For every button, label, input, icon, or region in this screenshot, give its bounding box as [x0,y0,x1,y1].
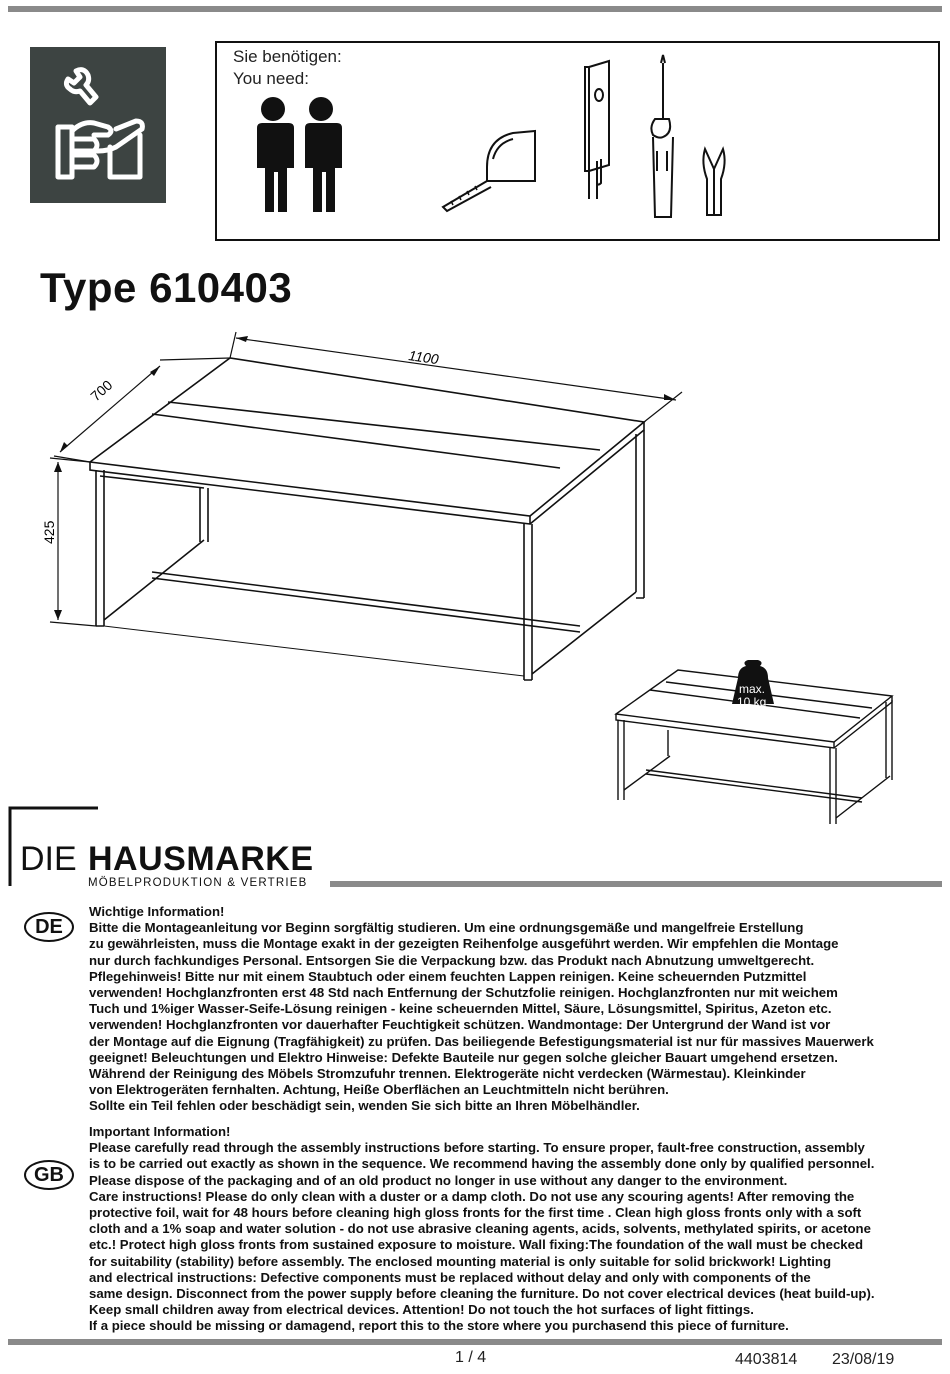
info-line-gb: for suitability (stability) before assembly. The enclosed mounting material is only suitable for solid brickwork! Lighting [89,1253,832,1269]
info-line-gb: same design. Disconnect from the power supply before cleaning the furniture. Do not cover electrical devices (heat build-up). [89,1286,875,1302]
weight-icon [732,660,774,709]
info-line-gb: Care instructions! Please do only clean with a duster or a damp cloth. Do not use any scouring agents! After removing the [89,1188,855,1204]
screwdriver-icon [651,55,724,217]
top-rule [8,6,942,12]
info-line-de: verwenden! Hochglanzfronten erst 48 Std nach Entfernung der Schutzfolie reinigen. Hochglanzfronten nur mit weichem [89,985,838,1001]
page-title: Type 610403 [40,264,293,311]
assembly-hand-wrench-icon [30,47,166,203]
info-line-de: Pflegehinweis! Bitte nur mit einem Staubtuch oder einem feuchten Lappen reinigen. Keine scheuernden Putzmittel [89,968,807,984]
depth-dimension-line [60,366,160,452]
info-block-de [89,904,874,1115]
info-line-de: geeignet! Beleuchtungen und Elektro Hinweise: Defekte Bauteile nur gegen solche gleicher Bauart umgehend ersetzen. [89,1049,838,1065]
language-badge-de: DE [24,912,74,942]
info-line-gb: Please carefully read through the assembly instructions before starting. To ensure proper, fault-free construction, assembly [89,1140,865,1156]
info-line-gb: and electrical instructions: Defective components must be replaced without delay and only with components of the [89,1269,811,1285]
page-number: 1 / 4 [455,1349,487,1366]
info-line-gb: Keep small children away from electrical devices. Attention! Do not touch the hot surfaces of light fittings. [89,1302,754,1318]
info-line-de: zu gewährleisten, muss die Montage exakt in der gezeigten Reihenfolge ausgeführt werden. Wir empfehlen die Montage [89,936,839,952]
tools-heading-en: You need: [233,69,309,88]
info-line-de: Tuch und 1%iger Wasser-Seife-Lösung reinigen - keine scheuernden Mittel, Säure, Lösungsmittel, Spiritus, Azeton etc. [89,1001,832,1017]
brand-logo [8,806,328,890]
depth-label: 700 [87,376,116,405]
info-line-gb: protective foil, wait for 48 hours before cleaning high gloss fronts for the first time . Clean high gloss fronts only with a soft [89,1205,862,1221]
info-line-gb: cloth and a 1% soap and water solution - do not use abrasive cleaning agents, acids, solvents, methylated spirits, or acetone [89,1221,871,1237]
info-line-de: der Montage auf die Eignung (Tragfähigkeit) zu prüfen. Das beiliegende Befestigungsmaterial ist nur für massives Mauerwerk [89,1033,874,1049]
spirit-level-icon [585,61,609,199]
document-date: 23/08/19 [832,1351,895,1368]
info-line-gb: If a piece should be missing or damagend, report this to the store where you purchasend this piece of furniture. [89,1318,789,1334]
height-label: 425 [41,520,57,544]
max-load-line2: 10 kg [737,695,767,709]
brand-name-light: DIE [20,840,77,878]
info-line-de: Während der Reinigung des Möbels Stromzufuhr trennen. Elektrogeräte nicht verdecken (Wärmestau). Kleinkinder [89,1066,806,1082]
info-line-gb: etc.! Protect high gloss fronts from sustained exposure to moisture. Wall fixing:The foundation of the wall must be checked [89,1237,863,1253]
info-line-gb: Important Information! [89,1124,231,1139]
max-load-line1: max. [739,682,766,696]
brand-tagline: MÖBELPRODUKTION & VERTRIEB [88,877,308,889]
tabletop [90,358,644,516]
tools-heading-de: Sie benötigen: [233,47,342,66]
info-line-de: Wichtige Information! [89,904,225,919]
tools-illustration [215,41,940,241]
document-number: 4403814 [735,1351,798,1368]
info-line-de: nur durch fachkundiges Personal. Entsorgen Sie die Verpackung bzw. das Produkt nach Abnutzung umweltgerecht. [89,952,815,968]
info-line-de: verwenden! Hochglanzfronten vor dauerhafter Feuchtigkeit schützen. Wandmontage: Der Untergrund der Wand ist vor [89,1017,831,1033]
table-dimension-drawing [40,330,700,690]
width-label: 1100 [407,347,440,368]
bottom-rule [8,1339,942,1345]
info-line-de: Bitte die Montageanleitung vor Beginn sorgfältig studieren. Um eine ordnungsgemäße und mangelfreie Erstellung [89,920,804,936]
language-badge-gb: GB [24,1160,74,1190]
brand-name-bold: HAUSMARKE [88,840,314,878]
info-line-gb: is to be carried out exactly as shown in the sequence. We recommend having the assembly done only by qualified personnel. [89,1156,875,1172]
tape-measure-icon [443,131,535,211]
max-load-drawing [610,660,900,830]
info-line-de: von Elektrogeräten fernhalten. Achtung, Heiße Oberflächen an Leuchtmitteln nicht berühren. [89,1082,669,1098]
brand-rule [330,881,942,887]
info-block-gb [89,1124,875,1335]
info-line-gb: Please dispose of the packaging and of an old product no longer in use without any danger to the environment. [89,1172,788,1188]
info-line-de: Sollte ein Teil fehlen oder beschädigt sein, wenden Sie sich bitte an Ihren Möbelhändler. [89,1098,640,1114]
two-persons-icon [257,97,342,212]
